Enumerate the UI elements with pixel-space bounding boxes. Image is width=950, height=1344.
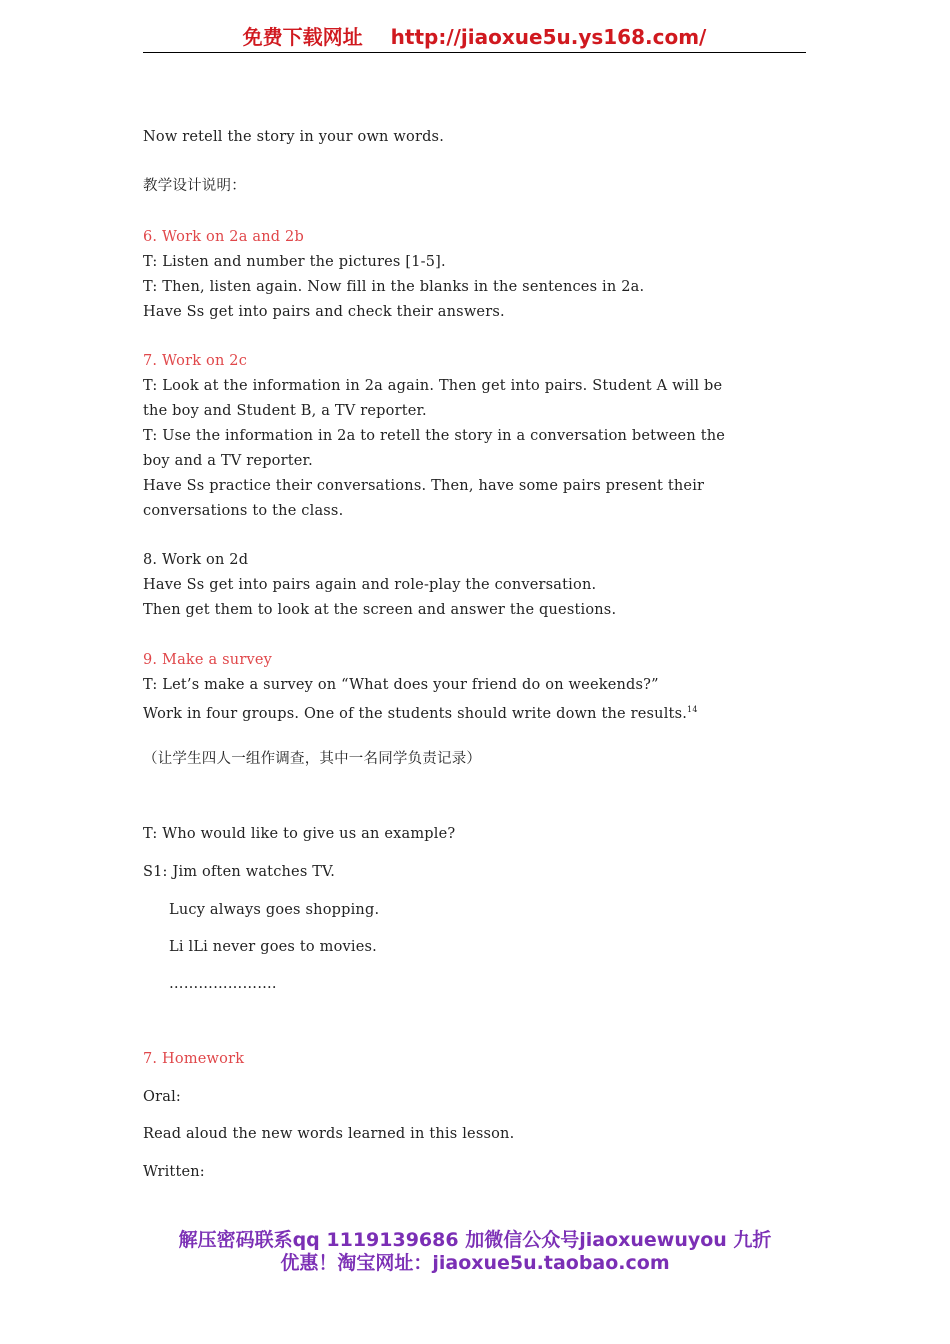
example-student-line: S1: Jim often watches TV. (143, 864, 336, 880)
section-7-line-6: conversations to the class. (143, 503, 344, 519)
homework-title: 7. Homework (143, 1051, 245, 1067)
section-7-line-2: the boy and Student B, a TV reporter. (143, 403, 427, 419)
homework-oral-label: Oral: (143, 1089, 181, 1105)
homework-read-line: Read aloud the new words learned in this lesson. (143, 1126, 515, 1142)
section-6-line-1: T: Listen and number the pictures [1-5]. (143, 254, 446, 270)
section-9-chinese-note: （让学生四人一组作调查，其中一名同学负责记录） (143, 751, 482, 767)
section-7-line-1: T: Look at the information in 2a again. Then get into pairs. Student A will be (143, 378, 723, 394)
section-8-line-1: Have Ss get into pairs again and role-play the conversation. (143, 577, 597, 593)
footer-line-1: 解压密码联系qq 1119139686 加微信公众号jiaoxuewuyou 九折 (178, 1229, 772, 1251)
section-6-line-2: T: Then, listen again. Now fill in the blanks in the sentences in 2a. (143, 279, 645, 295)
example-ellipsis: …………………. (169, 976, 277, 992)
header-label: 免费下载网址 (242, 25, 363, 49)
section-9-title: 9. Make a survey (143, 652, 273, 668)
page-header (143, 22, 806, 53)
example-line-lili: Li lLi never goes to movies. (169, 939, 377, 955)
header-url-link[interactable]: http://jiaoxue5u.ys168.com/ (390, 25, 707, 49)
footnote-marker: 14 (687, 705, 698, 714)
example-line-lucy: Lucy always goes shopping. (169, 902, 380, 918)
example-teacher-line: T: Who would like to give us an example? (143, 826, 456, 842)
retell-line: Now retell the story in your own words. (143, 129, 445, 145)
section-6-title: 6. Work on 2a and 2b (143, 229, 304, 245)
homework-written-label: Written: (143, 1164, 205, 1180)
section-7-title: 7. Work on 2c (143, 353, 248, 369)
section-6-line-3: Have Ss get into pairs and check their answers. (143, 304, 505, 320)
section-9-line-2 (143, 700, 698, 724)
design-note-heading: 教学设计说明： (143, 178, 246, 194)
section-7-line-4: boy and a TV reporter. (143, 453, 313, 469)
section-7-line-3: T: Use the information in 2a to retell the story in a conversation between the (143, 428, 726, 444)
section-9-line-1: T: Let’s make a survey on “What does your friend do on weekends?” (143, 677, 659, 693)
section-9-line-2-text: Work in four groups. One of the students should write down the results. (143, 705, 688, 722)
footer-line-2: 优惠！淘宝网址：jiaoxue5u.taobao.com (280, 1252, 670, 1274)
section-7-line-5: Have Ss practice their conversations. Then, have some pairs present their (143, 478, 705, 494)
section-8-title: 8. Work on 2d (143, 552, 249, 568)
section-8-line-2: Then get them to look at the screen and answer the questions. (143, 602, 617, 618)
